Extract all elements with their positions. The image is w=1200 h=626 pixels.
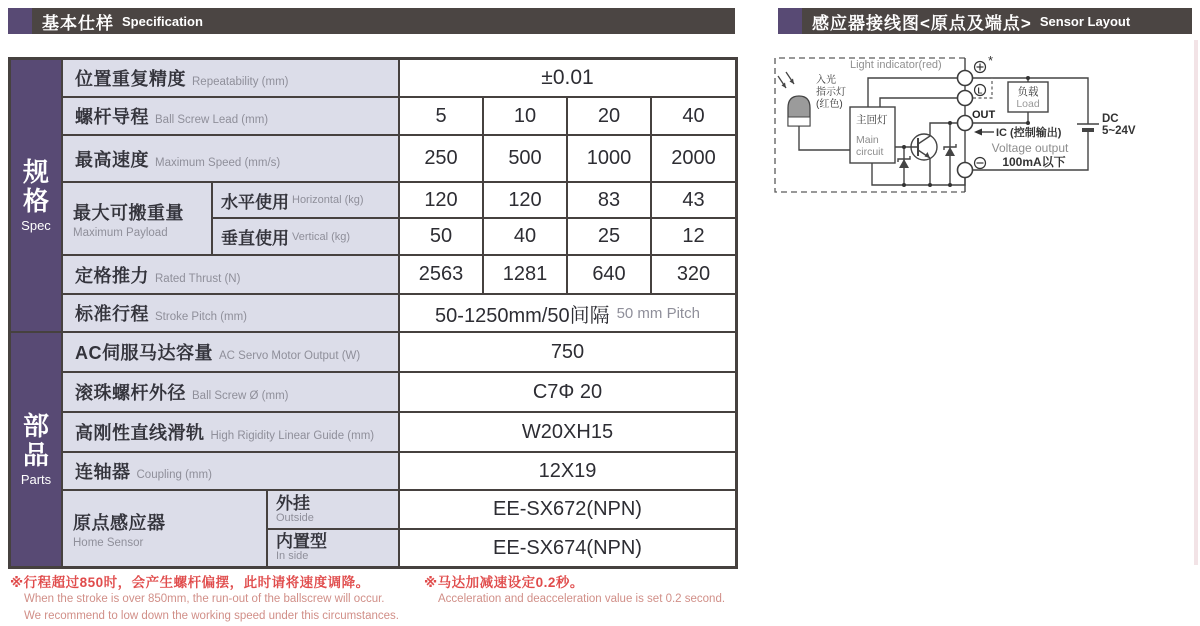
sidebar-parts-zh: 部品	[22, 410, 49, 470]
row-speed-label	[62, 135, 399, 182]
row-coupling-label	[62, 452, 399, 490]
spec-header-zh: 基本仕样	[42, 13, 114, 33]
payload-v-value: 50	[399, 218, 483, 255]
sidebar-parts	[10, 332, 62, 567]
lead-value: 5	[399, 97, 483, 135]
speed-value: 2000	[651, 135, 736, 182]
plus-terminal-icon	[975, 62, 986, 73]
row-payload-label	[62, 182, 212, 255]
repeatability-value: ±0.01	[399, 59, 736, 97]
guide-value: W20XH15	[399, 412, 736, 452]
label-en: Stroke Pitch (mm)	[155, 311, 248, 323]
footnote-acceleration	[424, 571, 725, 608]
dc-label-line1: DC	[1102, 113, 1119, 125]
speed-value: 1000	[567, 135, 651, 182]
label-zh: 最高速度	[75, 149, 149, 170]
payload-v-value: 12	[651, 218, 736, 255]
minus-terminal-icon	[975, 158, 986, 169]
main-circuit-en-2: circuit	[856, 146, 884, 158]
label-zh: 垂直使用	[221, 229, 289, 248]
payload-h-value: 83	[567, 182, 651, 218]
row-home-sensor-label	[62, 490, 267, 567]
main-circuit-zh: 主回灯	[856, 114, 888, 126]
footnote-en-line1: When the stroke is over 850mm, the run-out of the ballscrew will occur.	[24, 593, 385, 605]
header-accent-square	[8, 8, 32, 34]
wires	[799, 58, 1088, 192]
label-zh: 最大可搬重量	[73, 202, 184, 223]
stroke-value-note: 50 mm Pitch	[616, 304, 700, 322]
row-stroke-label	[62, 294, 399, 332]
row-lead-label	[62, 97, 399, 135]
motor-value: 750	[399, 332, 736, 372]
lead-value: 20	[567, 97, 651, 135]
footnote-en-line2: We recommend to low down the working speed under this circumstances.	[24, 609, 399, 622]
label-en: Maximum Speed (mm/s)	[155, 156, 281, 169]
thrust-value: 1281	[483, 255, 567, 294]
load-label-zh: 负载	[1017, 86, 1039, 98]
light-indicator-zh-3: (红色)	[816, 99, 843, 110]
footnote-en: Acceleration and deacceleration value is set 0.2 second.	[438, 593, 726, 605]
header-bar	[32, 8, 735, 34]
label-zh: 连轴器	[75, 462, 131, 482]
home-sensor-outside-label	[267, 490, 399, 529]
label-zh: 高刚性直线滑轨	[75, 423, 205, 443]
home-sensor-outside-value: EE-SX672(NPN)	[399, 490, 736, 529]
label-zh: 位置重复精度	[75, 69, 186, 89]
label-en: Rated Thrust (N)	[155, 272, 241, 285]
dc-label-line2: 5~24V	[1102, 125, 1136, 137]
row-motor-label	[62, 332, 399, 372]
label-en: Ball Screw Ø (mm)	[192, 390, 289, 402]
payload-horizontal-label	[212, 182, 399, 218]
thrust-value: 640	[567, 255, 651, 294]
lead-value: 10	[483, 97, 567, 135]
label-en: Coupling (mm)	[136, 469, 212, 481]
sidebar-parts-en: Parts	[20, 472, 52, 488]
label-zh: 螺杆导程	[75, 107, 149, 127]
thrust-value: 320	[651, 255, 736, 294]
footnote-stroke-warning	[10, 571, 399, 624]
label-en: In side	[276, 550, 309, 563]
label-zh: 内置型	[276, 532, 327, 552]
voltage-output-label: Voltage output	[991, 141, 1069, 155]
load-label-en: Load	[1016, 98, 1040, 110]
payload-vertical-label	[212, 218, 399, 255]
row-ballscrew-label	[62, 372, 399, 412]
main-circuit-en-1: Main	[856, 134, 879, 146]
label-en: Horizontal (kg)	[292, 194, 364, 206]
home-sensor-inside-label	[267, 529, 399, 567]
home-sensor-inside-value: EE-SX674(NPN)	[399, 529, 736, 567]
label-zh: AC伺服马达容量	[75, 343, 213, 363]
sidebar-spec-zh: 规格	[22, 156, 49, 216]
stroke-value-main: 50-1250mm/50间隔	[435, 304, 610, 327]
thrust-value: 2563	[399, 255, 483, 294]
battery-icon	[1077, 124, 1099, 130]
svg-text:L: L	[977, 86, 983, 96]
out-terminal-label: OUT	[972, 109, 996, 121]
label-zh: 滚珠螺杆外径	[75, 383, 186, 403]
row-repeatability-label	[62, 59, 399, 97]
speed-value: 250	[399, 135, 483, 182]
label-zh: 水平使用	[221, 192, 289, 212]
speed-value: 500	[483, 135, 567, 182]
label-en: Outside	[276, 511, 314, 524]
label-en: Home Sensor	[73, 536, 144, 549]
l-terminal-icon	[975, 85, 986, 96]
page-edge-strip	[1194, 40, 1198, 565]
label-zh: 定格推力	[75, 265, 149, 286]
coupling-value: 12X19	[399, 452, 736, 490]
payload-v-value: 40	[483, 218, 567, 255]
sidebar-spec-en: Spec	[21, 218, 51, 234]
sensor-wiring-diagram	[772, 52, 1182, 200]
light-indicator-zh-1: 入光	[816, 75, 836, 86]
header-bar	[802, 8, 1192, 34]
label-zh: 外挂	[276, 493, 310, 513]
label-en: High Rigidity Linear Guide (mm)	[210, 430, 375, 442]
label-en: AC Servo Motor Output (W)	[219, 350, 361, 362]
payload-h-value: 120	[483, 182, 567, 218]
ic-output-arrow-icon	[974, 129, 994, 136]
ballscrew-value: C7Φ 20	[399, 372, 736, 412]
header-accent-square	[778, 8, 802, 34]
sensor-header-en: Sensor Layout	[1039, 13, 1131, 29]
label-en: Maximum Payload	[73, 226, 168, 239]
light-indicator-zh-2: 指示灯	[816, 87, 846, 98]
sensor-header-zh: 感应器接线图<原点及端点>	[812, 13, 1032, 33]
label-zh: 原点感应器	[73, 512, 166, 533]
specification-table	[8, 57, 738, 569]
label-en: Repeatability (mm)	[192, 76, 289, 88]
row-thrust-label	[62, 255, 399, 294]
ic-output-label: IC (控制输出)	[996, 127, 1062, 139]
sidebar-spec	[10, 59, 62, 332]
stroke-value	[399, 294, 736, 332]
spec-header-en: Specification	[122, 13, 203, 29]
sensor-section-header	[778, 8, 1192, 34]
footnote-zh: ※马达加减速设定0.2秒。	[424, 575, 584, 590]
label-en: Vertical (kg)	[292, 230, 351, 243]
payload-v-value: 25	[567, 218, 651, 255]
payload-h-value: 43	[651, 182, 736, 218]
footnote-zh: ※行程超过850时，会产生螺杆偏摆，此时请将速度调降。	[10, 575, 370, 590]
led-indicator-icon	[778, 72, 810, 126]
row-guide-label	[62, 412, 399, 452]
plus-terminal-asterisk: *	[988, 53, 994, 68]
label-en: Ball Screw Lead (mm)	[155, 114, 269, 126]
spec-section-header	[8, 8, 735, 34]
payload-h-value: 120	[399, 182, 483, 218]
current-limit-label: 100mA以下	[1002, 155, 1066, 169]
label-zh: 标准行程	[75, 304, 149, 324]
lead-value: 40	[651, 97, 736, 135]
light-indicator-label-en: Light indicator(red)	[850, 59, 942, 71]
